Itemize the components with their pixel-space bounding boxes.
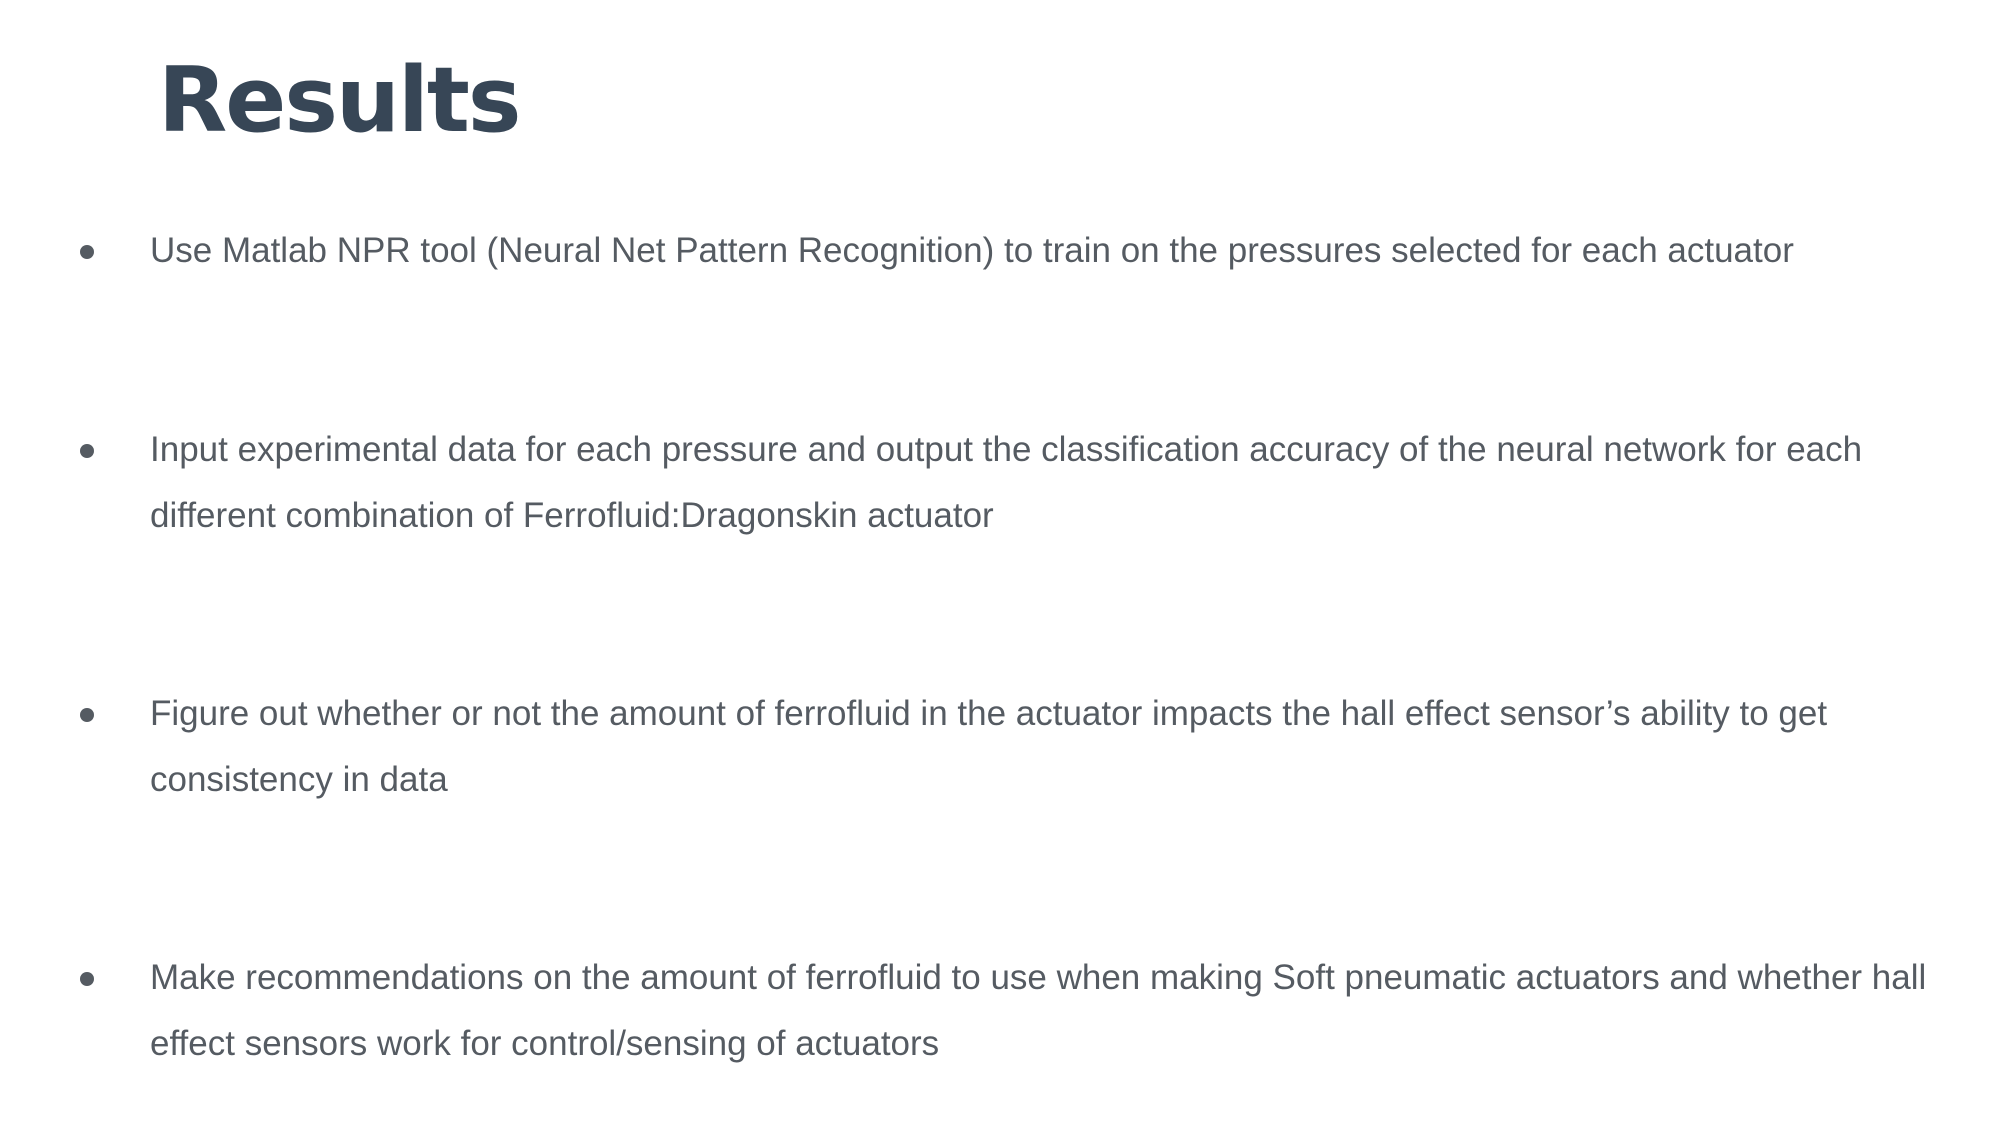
bullet-text: Make recommendations on the amount of ferrofluid to use when making Soft pneumatic actuators and whether hall effect sensors work for control/sensing of actuators xyxy=(150,958,1927,1063)
bullet-dot-icon xyxy=(80,245,94,259)
bullet-dot-icon xyxy=(80,972,94,986)
bullet-text: Input experimental data for each pressure and output the classification accuracy of the neural network for each different combination of Ferrofluid:Dragonskin actuator xyxy=(150,430,1863,535)
bullet-text: Figure out whether or not the amount of ferrofluid in the actuator impacts the hall effect sensor’s ability to get consistency in data xyxy=(150,694,1828,799)
bullet-dot-icon xyxy=(80,444,94,458)
bullet-text: Use Matlab NPR tool (Neural Net Pattern Recognition) to train on the pressures selected for each actuator xyxy=(150,231,1794,270)
bullet-dot-icon xyxy=(80,708,94,722)
slide-title: Results xyxy=(158,48,520,153)
